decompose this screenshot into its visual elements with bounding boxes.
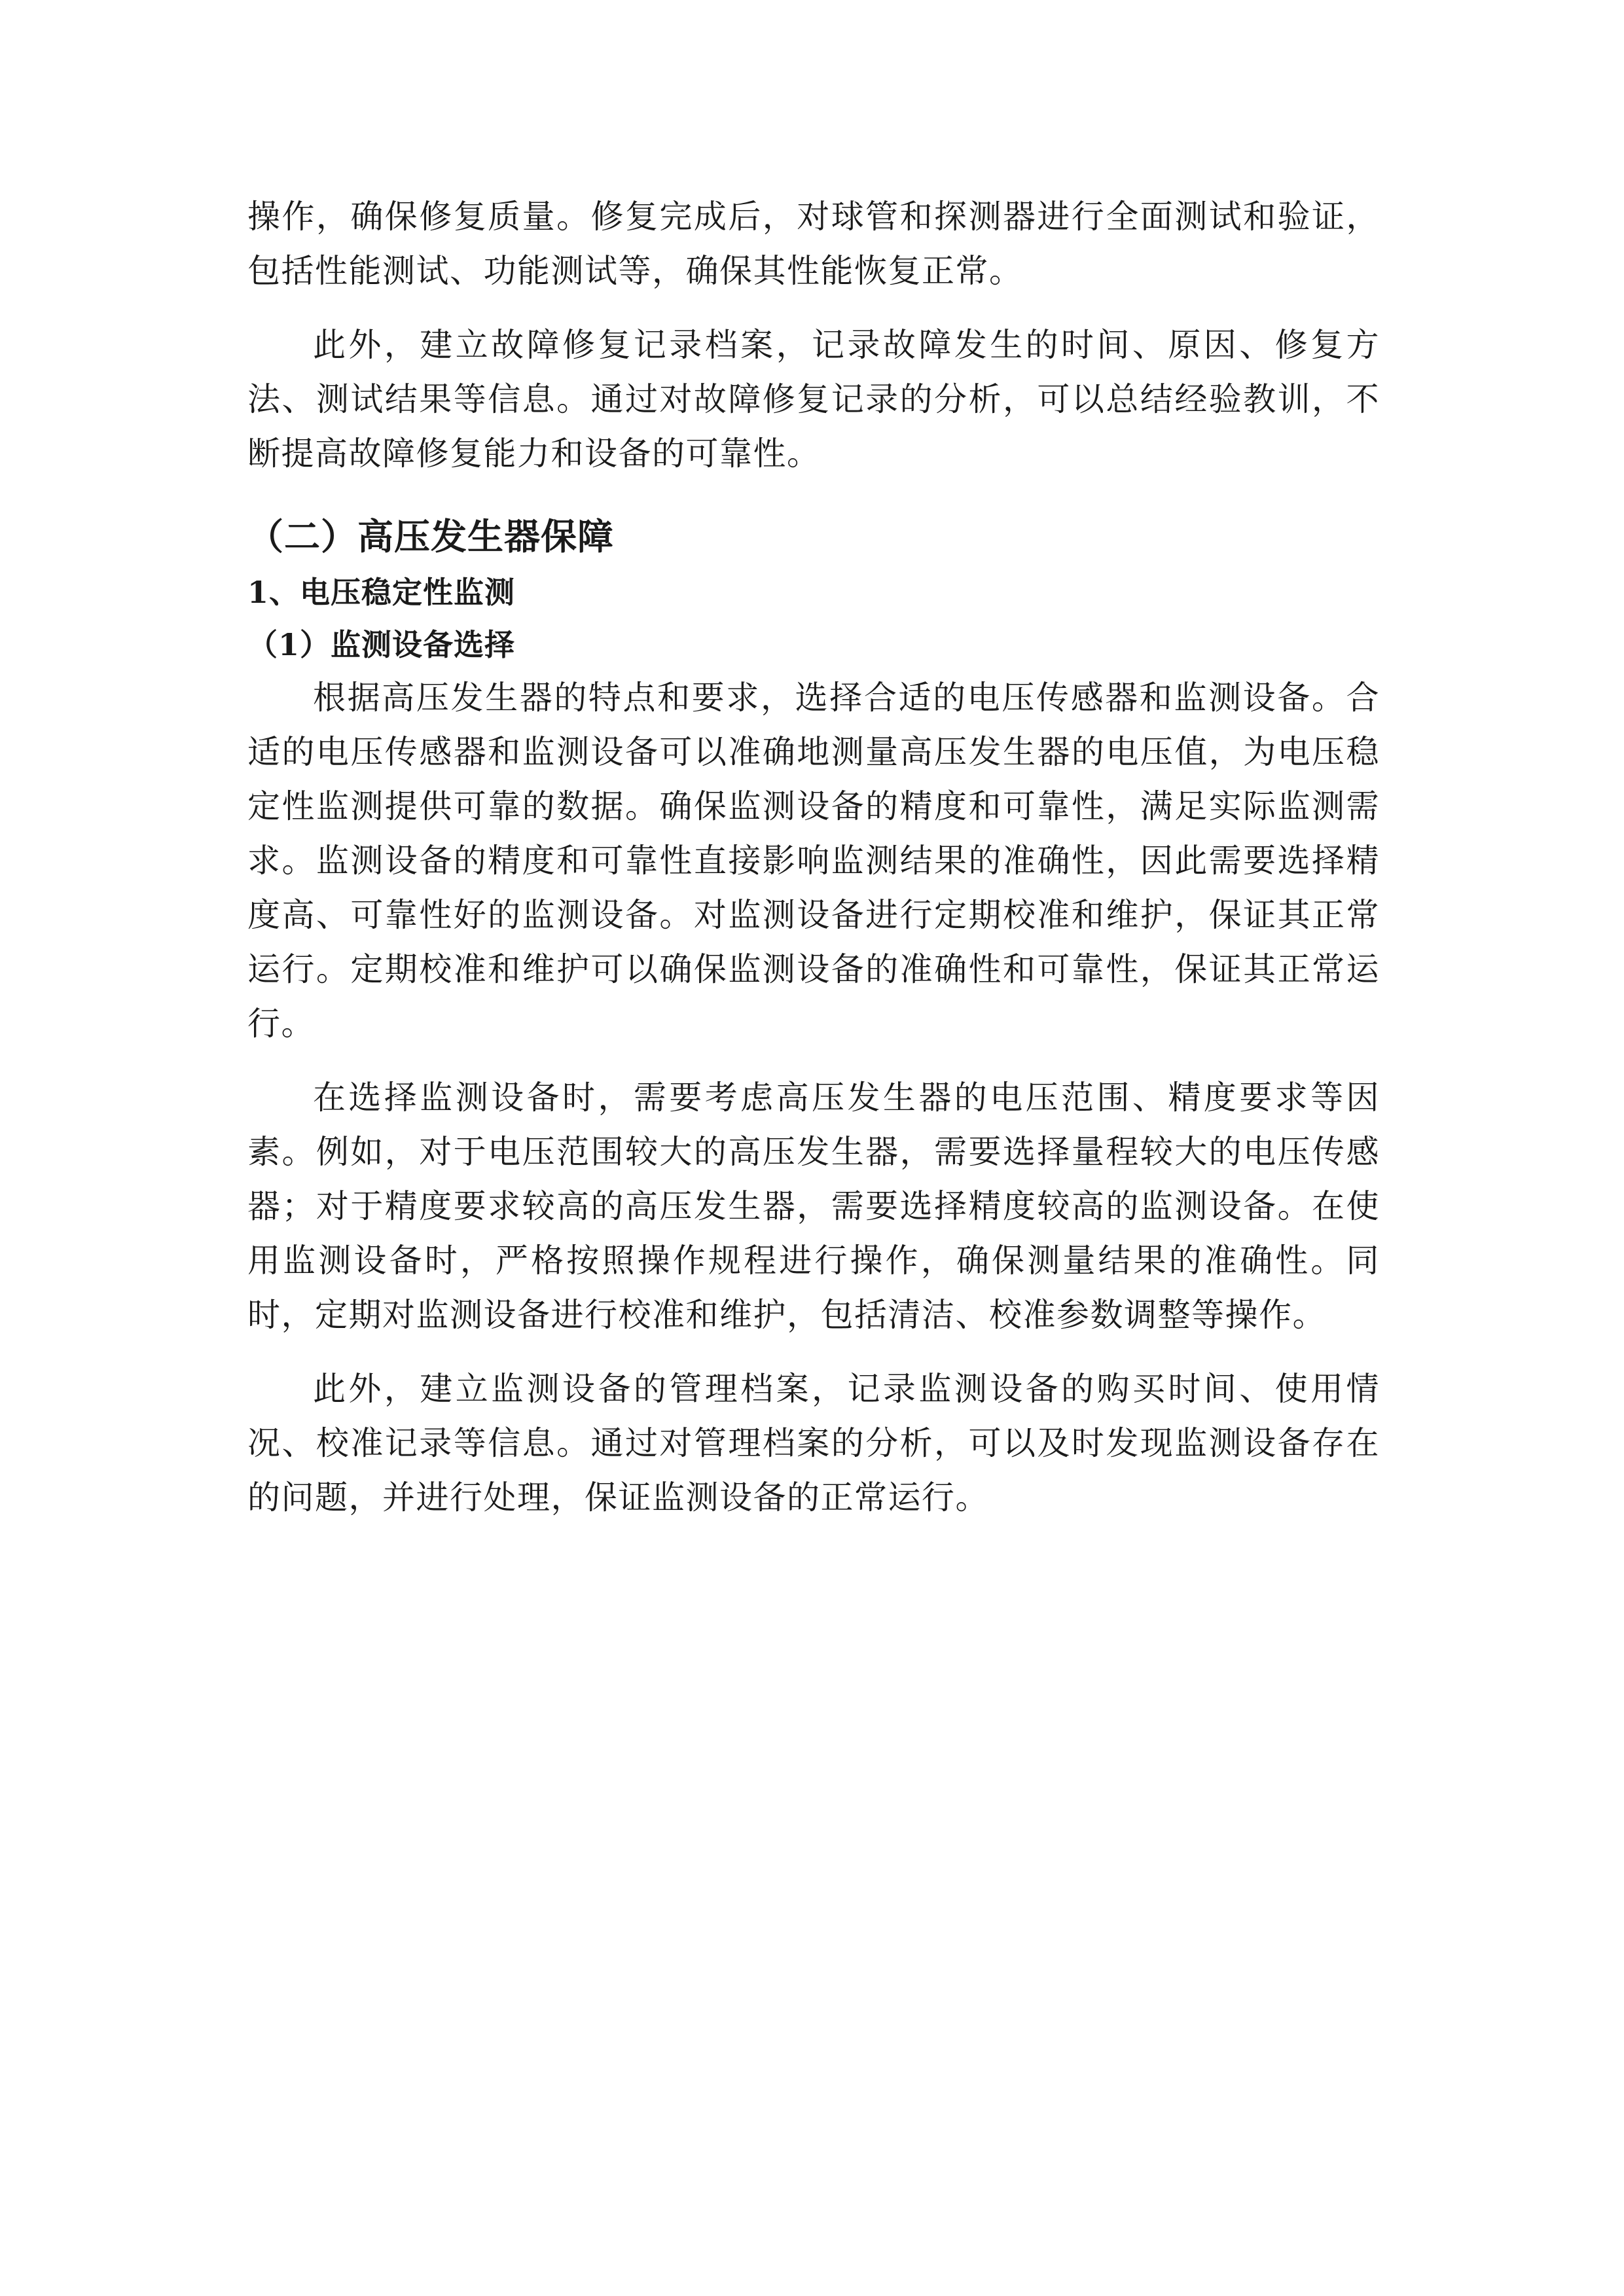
subsubsection-heading: （1）监测设备选择 bbox=[247, 627, 516, 662]
section-heading: （二）高压发生器保障 bbox=[247, 515, 615, 558]
subsection-heading: 1、电压稳定性监测 bbox=[247, 575, 516, 610]
continuation-paragraph: 操作，确保修复质量。修复完成后，对球管和探测器进行全面测试和验证，包括性能测试、功能测试等，确保其性能恢复正常。 bbox=[247, 198, 1380, 290]
management-archive-paragraph: 此外，建立监测设备的管理档案，记录监测设备的购买时间、使用情况、校准记录等信息。通过对管理档案的分析，可以及时发现监测设备存在的问题，并进行处理，保证监测设备的正常运行。 bbox=[247, 1370, 1380, 1516]
equipment-selection-paragraph: 根据高压发生器的特点和要求，选择合适的电压传感器和监测设备。合适的电压传感器和监测设备可以准确地测量高压发生器的电压值，为电压稳定性监测提供可靠的数据。确保监测设备的精度和可靠性，满足实际监测需求。监测设备的精度和可靠性直接影响监测结果的准确性，因此需要选择精度高、可靠性好的监测设备。对监测设备进行定期校准和维护，保证其正常运行。定期校准和维护可以确保监测设备的准确性和可靠性，保证其正常运行。 bbox=[247, 679, 1380, 1043]
selection-considerations-paragraph: 在选择监测设备时，需要考虑高压发生器的电压范围、精度要求等因素。例如，对于电压范围较大的高压发生器，需要选择量程较大的电压传感器；对于精度要求较高的高压发生器，需要选择精度较高的监测设备。在使用监测设备时，严格按照操作规程进行操作，确保测量结果的准确性。同时，定期对监测设备进行校准和维护，包括清洁、校准参数调整等操作。 bbox=[247, 1079, 1380, 1334]
page-content bbox=[247, 0, 1380, 1525]
fault-record-paragraph: 此外，建立故障修复记录档案，记录故障发生的时间、原因、修复方法、测试结果等信息。通过对故障修复记录的分析，可以总结经验教训，不断提高故障修复能力和设备的可靠性。 bbox=[247, 326, 1380, 473]
